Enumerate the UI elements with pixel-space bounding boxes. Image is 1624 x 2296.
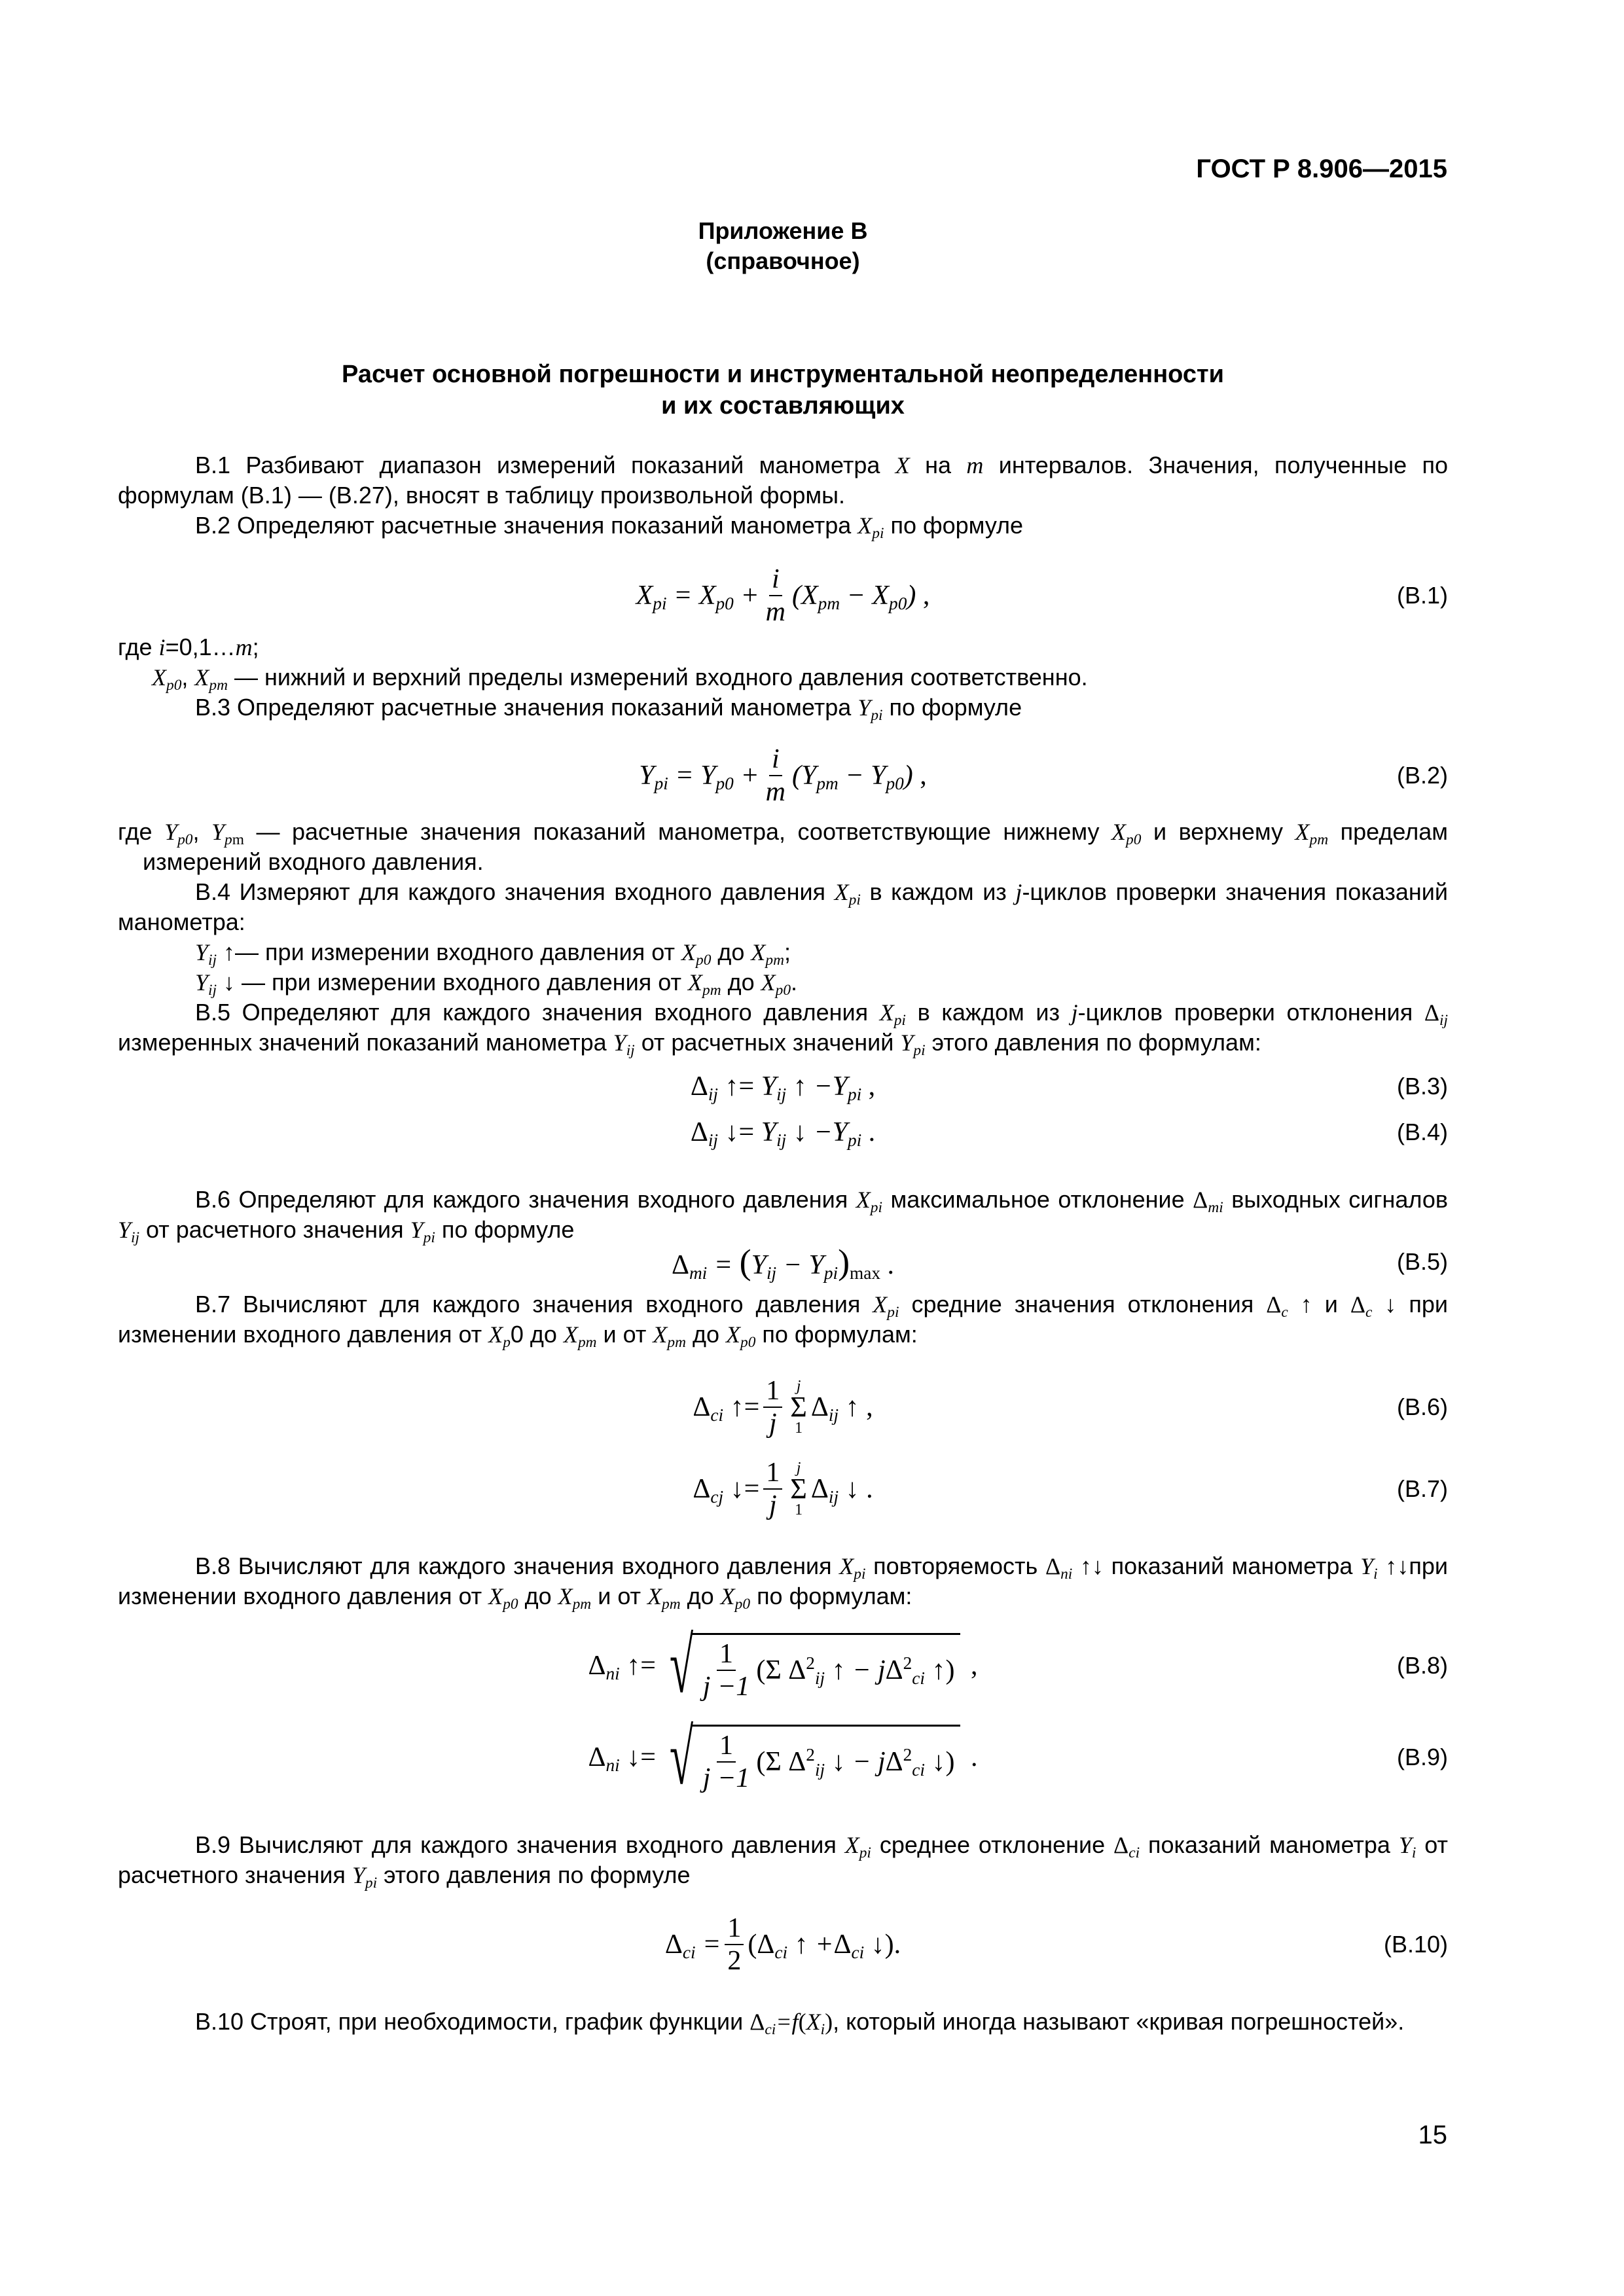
paragraph-b1: В.1 Разбивают диапазон измерений показаний манометра X на m интервалов. Значения, полученные по формулам (В.1) — (В.27), вносят в таблицу произвольной формы. xyxy=(118,452,1448,509)
where-i: где i=0,1…m; xyxy=(118,634,259,660)
where-xp: $X_{p0}$, $X_{pm}$ — нижний и верхний пределы измерений входного давления соответственно. xyxy=(152,664,1088,694)
list-item-down: $Y_{ij}$ ↓ — при измерении входного давления от $X_{pm}$ до $X_{p0}$. xyxy=(195,969,798,999)
paragraph-b3: В.3 Определяют расчетные значения показаний манометра $Y_{pi}$ по формуле xyxy=(195,694,1022,725)
equation-number: (В.6) xyxy=(1396,1393,1448,1420)
equation-b9: $\Delta_{ni}$ ↓= √ $\frac{1}{j -1}$ (Σ $\Delta^2_{ij}$ ↓ − $j\Delta^2_{ci}$ ↓) . (В.9) xyxy=(118,1708,1448,1806)
list-item-up: $Y_{ij}$ ↑— при измерении входного давления от $X_{p0}$ до $X_{pm}$; xyxy=(195,939,791,969)
equation-number: (В.3) xyxy=(1396,1073,1448,1100)
equation-b2: $Y_{pi} = Y_{p0}$ + $\frac{i}{m}$ $(Y_{pm} - Y_{p0})$ , (В.2) xyxy=(118,733,1448,818)
equation-b1: $X_{pi} = X_{p0}$ + $\frac{i}{m}$ $(X_{pm} - X_{p0})$ , (В.1) xyxy=(118,553,1448,638)
appendix-heading xyxy=(118,216,1448,276)
section-title-line-1: Расчет основной погрешности и инструментальной неопределенности xyxy=(342,361,1224,388)
section-title xyxy=(118,359,1448,422)
equation-b3: $\Delta_{ij}$ ↑= $Y_{ij}$ ↑ $-Y_{pi}$ , (В.3) xyxy=(118,1060,1448,1113)
appendix-subtitle: (справочное) xyxy=(706,247,860,274)
section-title-line-2: и их составляющих xyxy=(661,392,905,420)
paragraph-b4: В.4 Измеряют для каждого значения входного давления $X_{pi}$ в каждом из j-циклов проверки значения показаний манометра: xyxy=(118,878,1448,935)
equation-number: (В.1) xyxy=(1396,582,1448,609)
equation-b8: $\Delta_{ni}$ ↑= √ $\frac{1}{j -1}$ (Σ $\Delta^2_{ij}$ ↑ − $j\Delta^2_{ci}$ ↑) , (В.8) xyxy=(118,1617,1448,1715)
page-number: 15 xyxy=(1418,2121,1447,2149)
equation-number: (В.4) xyxy=(1396,1119,1448,1145)
equation-number: (В.10) xyxy=(1383,1931,1448,1958)
equation-b6: $\Delta_{ci}$ ↑= $\frac{1}{j}$ j Σ 1 $\Delta_{ij}$ ↑ , (В.6) xyxy=(118,1365,1448,1450)
equation-number: (В.7) xyxy=(1396,1475,1448,1502)
equation-b10: $\Delta_{ci}$ = $\frac{1}{2}$ ($\Delta_{ci}$ ↑ $+\Delta_{ci}$ ↓). (В.10) xyxy=(118,1902,1448,1987)
equation-number: (В.5) xyxy=(1396,1248,1448,1275)
equation-b5: $\Delta_{mi} = (Y_{ij} - Y_{pi})_{max}$ . (В.5) xyxy=(118,1229,1448,1295)
paragraph-b9: В.9 Вычисляют для каждого значения входного давления $X_{pi}$ среднее отклонение $\Delta_{ci}$ показаний манометра $Y_i$ от расчетного значения $Y_{pi}$ этого давления по формуле xyxy=(118,1831,1449,1892)
equation-b7: $\Delta_{cj}$ ↓= $\frac{1}{j}$ j Σ 1 $\Delta_{ij}$ ↓ . (В.7) xyxy=(118,1446,1448,1532)
paragraph-b7: В.7 Вычисляют для каждого значения входного давления $X_{pi}$ средние значения отклонения $\Delta_c$ ↑ и $\Delta_c$ ↓ при изменении входного давления от $X_p0$ до $X_{pm}$ и от $X_{pm}$ до $X_{p0}$ по формулам: xyxy=(118,1291,1448,1352)
paragraph-b5: В.5 Определяют для каждого значения входного давления $X_{pi}$ в каждом из j-циклов проверки отклонения $\Delta_{ij}$ измеренных значений показаний манометра $Y_{ij}$ от расчетных значений $Y_{pi}$ этого давления по формулам: xyxy=(118,999,1448,1060)
paragraph-b8: В.8 Вычисляют для каждого значения входного давления $X_{pi}$ повторяемость $\Delta_{ni}$ ↑↓ показаний манометра $Y_i$ ↑↓при изменении входного давления от $X_{p0}$ до $X_{pm}$ и от $X_{pm}$ до $X_{p0}$ по формулам: xyxy=(118,1552,1448,1613)
equation-number: (В.9) xyxy=(1396,1744,1448,1770)
equation-number: (В.8) xyxy=(1396,1652,1448,1679)
paragraph-b2: В.2 Определяют расчетные значения показаний манометра $X_{pi}$ по формуле xyxy=(195,512,1024,543)
paragraph-b6: В.6 Определяют для каждого значения входного давления $X_{pi}$ максимальное отклонение $\Delta_{mi}$ выходных сигналов $Y_{ij}$ от расчетного значения $Y_{pi}$ по формуле xyxy=(118,1186,1448,1247)
equation-b4: $\Delta_{ij}$ ↓= $Y_{ij}$ ↓ $-Y_{pi}$ . (В.4) xyxy=(118,1106,1448,1158)
standard-header: ГОСТ Р 8.906—2015 xyxy=(1196,154,1447,183)
equation-number: (В.2) xyxy=(1396,762,1448,789)
where-yp: где $Y_{p0}$, $Y_{pm}$ — расчетные значения показаний манометра, соответствующие нижнему $X_{p0}$ и верхнему $X_{pm}$ пределам измерений входного давления. xyxy=(118,818,1449,875)
paragraph-b10: В.10 Строят, при необходимости, график функции $\Delta_{ci}=f(X_i)$, который иногда называют «кривая погрешностей». xyxy=(195,2008,1405,2039)
appendix-title: Приложение В xyxy=(698,217,868,244)
